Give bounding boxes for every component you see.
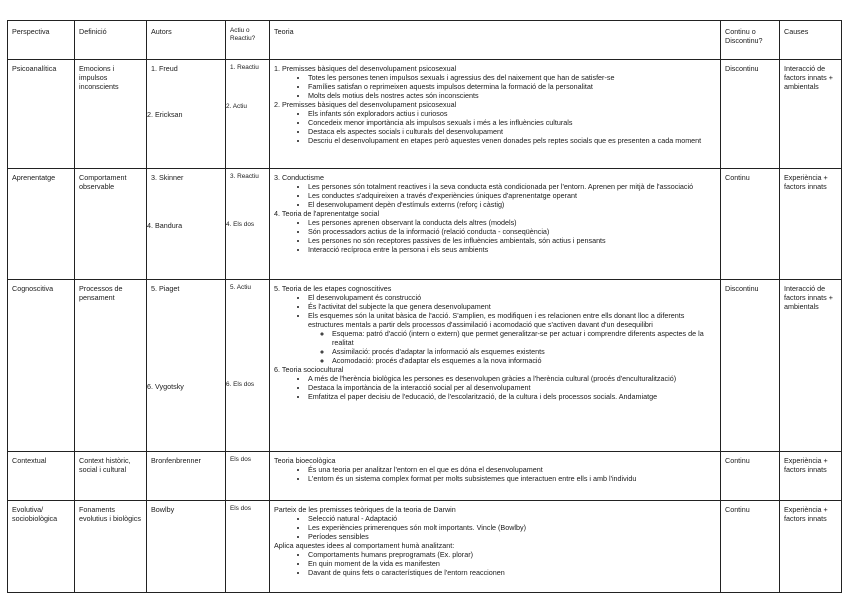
actiu-value: Els dos [230, 505, 251, 512]
theory-title: 5. Teoria de les etapes cognoscitives [274, 284, 392, 293]
list-item: • Les conductes s'adquireixen a través d'experiències úniques d'aprenentatge operant [308, 191, 716, 200]
list-item: • És l'activitat del subjecte la que genera desenvolupament [308, 302, 716, 311]
theory-list [274, 109, 716, 145]
table-row [8, 452, 842, 501]
actiu-value: 5. Actiu [230, 284, 251, 291]
list-item: • En quin moment de la vida es manifesten [308, 559, 716, 568]
autors-cell [147, 60, 226, 169]
list-item: • El desenvolupament depèn d'estímuls externs (reforç i càstig) [308, 200, 716, 209]
actiu-cell [226, 501, 270, 593]
causes-cell: Interacció de factors innats + ambientals [780, 60, 842, 169]
continu-cell: Discontinu [721, 60, 780, 169]
list-item: • Les persones aprenen observant la conducta dels altres (models) [308, 218, 716, 227]
theory-title: 1. Premisses bàsiques del desenvolupament psicosexual [274, 64, 457, 73]
header-perspectiva: Perspectiva [8, 21, 75, 60]
author: 5. Piaget [151, 284, 180, 293]
list-item: • Molts dels motius dels nostres actes són inconscients [308, 91, 716, 100]
theory-title: Teoria bioecològica [274, 456, 336, 465]
list-item [308, 311, 716, 365]
teoria-cell [270, 501, 721, 593]
theory-list [274, 73, 716, 100]
actiu-cell [226, 280, 270, 452]
list-item: • Davant de quins fets o característiques de l'entorn reaccionen [308, 568, 716, 577]
actiu-value: 4. Els dos [226, 221, 255, 228]
header-autors: Autors [147, 21, 226, 60]
theory-title: 6. Teoria sociocultural [274, 365, 344, 374]
actiu-value: 2. Actiu [226, 103, 247, 110]
theory-list [274, 182, 716, 209]
list-item: • Períodes sensibles [308, 532, 716, 541]
author: Bowlby [151, 505, 175, 514]
perspectiva-cell: Evolutiva/ sociobiològica [8, 501, 75, 593]
continu-cell: Discontinu [721, 280, 780, 452]
causes-cell: Experiència + factors innats [780, 452, 842, 501]
list-item: • Les experiències primerenques són molt importants. Vincle (Bowlby) [308, 523, 716, 532]
teoria-cell [270, 60, 721, 169]
definicio-cell: Fonaments evolutius i biològics [75, 501, 147, 593]
teoria-cell [270, 169, 721, 280]
perspectiva-cell: Cognoscitiva [8, 280, 75, 452]
theories-table [7, 20, 842, 593]
list-item: • Són processadors actius de la informació (relació conducta - conseqüència) [308, 227, 716, 236]
list-item: • Totes les persones tenen impulsos sexuals i agressius des del naixement que han de satisfer-se [308, 73, 716, 82]
causes-cell: Experiència + factors innats [780, 169, 842, 280]
list-item: • Selecció natural - Adaptació [308, 514, 716, 523]
list-item: • Interacció recíproca entre la persona i els seus ambients [308, 245, 716, 254]
list-item: • L'entorn és un sistema complex format per molts subsistemes que interactuen entre ells i amb l'individu [308, 474, 716, 483]
list-item: • Emfatitza el paper decisiu de l'educació, de l'escolarització, de la cultura i dels processos socials. Andamiatge [308, 392, 716, 401]
list-item: • Concedeix menor importància als impulsos sexuals i més a les influències culturals [308, 118, 716, 127]
definicio-cell: Processos de pensament [75, 280, 147, 452]
author: 1. Freud [151, 64, 178, 73]
list-item: • Els infants són exploradors actius i curiosos [308, 109, 716, 118]
actiu-value: 1. Reactiu [230, 64, 259, 71]
causes-cell: Interacció de factors innats + ambientals [780, 280, 842, 452]
header-definicio: Definició [75, 21, 147, 60]
list-item: • El desenvolupament és construcció [308, 293, 716, 302]
list-item: • És una teoria per analitzar l'entorn en el que es dóna el desenvolupament [308, 465, 716, 474]
list-item: • A més de l'herència biològica les persones es desenvolupen gràcies a l'herència cultural (procés d'enculturalització) [308, 374, 716, 383]
theory-list [274, 514, 716, 541]
actiu-value: 3. Reactiu [230, 173, 259, 180]
theory-list [274, 293, 716, 365]
autors-cell [147, 452, 226, 501]
author: Bronfenbrenner [151, 456, 201, 465]
author: 4. Bandura [147, 221, 183, 230]
header-continu-discontinu: Continu o Discontinu? [721, 21, 780, 60]
teoria-cell [270, 280, 721, 452]
continu-cell: Continu [721, 169, 780, 280]
table-row [8, 169, 842, 280]
list-item: • Descriu el desenvolupament en etapes però aquestes venen donades pels reptes socials que es presenten a cada moment [308, 136, 716, 145]
author: 6. Vygotsky [147, 382, 184, 391]
sub-list-item: ◦ Esquema: patró d'acció (intern o extern) que permet generalitzar-se per actuar i comprendre diferents aspectes de la realitat [332, 329, 716, 347]
theory-list [274, 374, 716, 401]
list-item: • Les persones són totalment reactives i la seva conducta està condicionada per l'entorn. Aprenen per mitjà de l'associació [308, 182, 716, 191]
actiu-value: Els dos [230, 456, 251, 463]
list-item: • Destaca els aspectes socials i culturals del desenvolupament [308, 127, 716, 136]
autors-cell [147, 169, 226, 280]
causes-cell: Experiència + factors innats [780, 501, 842, 593]
header-actiu-reactiu: Actiu o Reactiu? [226, 21, 270, 60]
list-item-text: Els esquemes són la unitat bàsica de l'acció. S'amplien, es modifiquen i es relacionen entre ells donant lloc a diferents estructures mentals a partir dels processos d'assimilació i acomodació que s'activen davant d'un desequilibri [308, 311, 685, 329]
sub-list [308, 329, 716, 365]
theory-title: 2. Premisses bàsiques del desenvolupament psicosexual [274, 100, 457, 109]
list-item: • Comportaments humans preprogramats (Ex. plorar) [308, 550, 716, 559]
header-causes: Causes [780, 21, 842, 60]
teoria-cell [270, 452, 721, 501]
definicio-cell: Context històric, social i cultural [75, 452, 147, 501]
actiu-value: 6. Els dos [226, 381, 255, 388]
list-item: • Famílies satisfan o reprimeixen aquests impulsos determina la formació de la personalitat [308, 82, 716, 91]
autors-cell [147, 280, 226, 452]
theory-title: Aplica aquestes idees al comportament humà analitzant: [274, 541, 455, 550]
actiu-cell [226, 169, 270, 280]
author: 2. Ericksan [147, 110, 183, 119]
actiu-cell [226, 60, 270, 169]
header-teoria: Teoria [270, 21, 721, 60]
continu-cell: Continu [721, 501, 780, 593]
table-row [8, 501, 842, 593]
table-row [8, 60, 842, 169]
theory-list [274, 218, 716, 254]
theory-list [274, 465, 716, 483]
list-item: • Les persones no són receptores passives de les influències ambientals, són actius i pensants [308, 236, 716, 245]
definicio-cell: Emocions i impulsos inconscients [75, 60, 147, 169]
sub-list-item: ◦ Assimilació: procés d'adaptar la informació als esquemes existents [332, 347, 716, 356]
autors-cell [147, 501, 226, 593]
theory-title: 3. Conductisme [274, 173, 324, 182]
perspectiva-cell: Psicoanalítica [8, 60, 75, 169]
theory-title: 4. Teoria de l'aprenentatge social [274, 209, 380, 218]
perspectiva-cell: Aprenentatge [8, 169, 75, 280]
author: 3. Skinner [151, 173, 184, 182]
definicio-cell: Comportament observable [75, 169, 147, 280]
sub-list-item: ◦ Acomodació: procés d'adaptar els esquemes a la nova informació [332, 356, 716, 365]
list-item: • Destaca la importància de la interacció social per al desenvolupament [308, 383, 716, 392]
actiu-cell [226, 452, 270, 501]
theory-title: Parteix de les premisses teòriques de la teoria de Darwin [274, 505, 456, 514]
header-row [8, 21, 842, 60]
theory-list [274, 550, 716, 577]
continu-cell: Continu [721, 452, 780, 501]
table-row [8, 280, 842, 452]
perspectiva-cell: Contextual [8, 452, 75, 501]
